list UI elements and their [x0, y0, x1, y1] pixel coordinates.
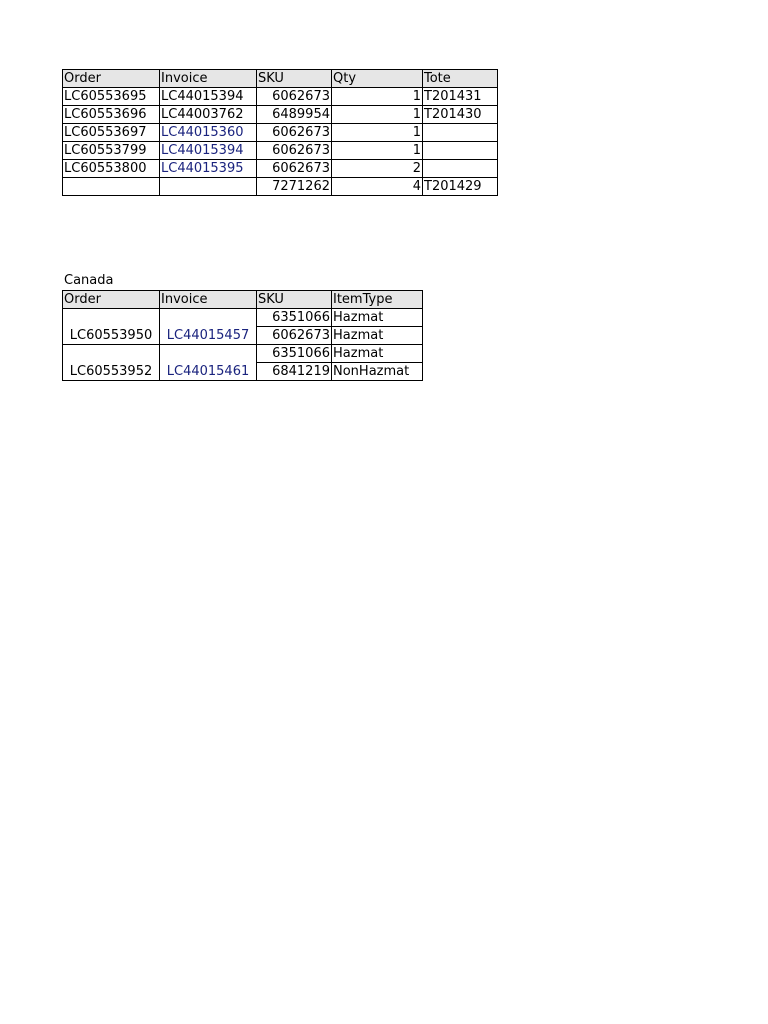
invoice-cell[interactable]	[160, 178, 257, 196]
header-item-type[interactable]: ItemType	[332, 291, 423, 309]
tote-cell[interactable]: T201430	[423, 106, 498, 124]
order-cell[interactable]: LC60553950	[63, 309, 160, 345]
header-order[interactable]: Order	[63, 291, 160, 309]
invoice-link[interactable]: LC44015394	[160, 142, 257, 160]
header-qty[interactable]: Qty	[332, 70, 423, 88]
table-row	[63, 106, 498, 124]
sku-cell[interactable]: 6062673	[257, 88, 332, 106]
sku-cell[interactable]: 6062673	[257, 142, 332, 160]
table-row	[63, 142, 498, 160]
table-row	[63, 345, 423, 363]
invoice-cell[interactable]: LC44003762	[160, 106, 257, 124]
sku-cell[interactable]: 7271262	[257, 178, 332, 196]
invoice-link[interactable]: LC44015395	[160, 160, 257, 178]
table-row	[63, 178, 498, 196]
header-sku[interactable]: SKU	[257, 291, 332, 309]
qty-cell[interactable]: 1	[332, 142, 423, 160]
item-type-cell[interactable]: Hazmat	[332, 327, 423, 345]
sku-cell[interactable]: 6841219	[257, 363, 332, 381]
invoice-cell[interactable]: LC44015394	[160, 88, 257, 106]
order-cell[interactable]: LC60553697	[63, 124, 160, 142]
item-type-cell[interactable]: Hazmat	[332, 309, 423, 327]
sku-cell[interactable]: 6062673	[257, 160, 332, 178]
invoice-link[interactable]: LC44015461	[160, 345, 257, 381]
qty-cell[interactable]: 1	[332, 88, 423, 106]
header-sku[interactable]: SKU	[257, 70, 332, 88]
header-tote[interactable]: Tote	[423, 70, 498, 88]
table-header-row	[63, 70, 498, 88]
sku-cell[interactable]: 6351066	[257, 345, 332, 363]
header-order[interactable]: Order	[63, 70, 160, 88]
tote-cell[interactable]	[423, 160, 498, 178]
tote-cell[interactable]	[423, 142, 498, 160]
order-cell[interactable]: LC60553695	[63, 88, 160, 106]
qty-cell[interactable]: 4	[332, 178, 423, 196]
sku-cell[interactable]: 6489954	[257, 106, 332, 124]
orders-table	[62, 69, 498, 196]
table-row	[63, 160, 498, 178]
table-header-row	[63, 291, 423, 309]
qty-cell[interactable]: 1	[332, 124, 423, 142]
sku-cell[interactable]: 6062673	[257, 124, 332, 142]
order-cell[interactable]: LC60553696	[63, 106, 160, 124]
table-row	[63, 309, 423, 327]
qty-cell[interactable]: 1	[332, 106, 423, 124]
item-type-cell[interactable]: Hazmat	[332, 345, 423, 363]
table-row	[63, 124, 498, 142]
tote-cell[interactable]	[423, 124, 498, 142]
sku-cell[interactable]: 6351066	[257, 309, 332, 327]
tote-cell[interactable]: T201431	[423, 88, 498, 106]
order-cell[interactable]: LC60553952	[63, 345, 160, 381]
invoice-link[interactable]: LC44015360	[160, 124, 257, 142]
item-type-cell[interactable]: NonHazmat	[332, 363, 423, 381]
order-cell[interactable]	[63, 178, 160, 196]
sku-cell[interactable]: 6062673	[257, 327, 332, 345]
header-invoice[interactable]: Invoice	[160, 291, 257, 309]
canada-table	[62, 290, 423, 381]
header-invoice[interactable]: Invoice	[160, 70, 257, 88]
tote-cell[interactable]: T201429	[423, 178, 498, 196]
order-cell[interactable]: LC60553800	[63, 160, 160, 178]
canada-caption: Canada	[64, 273, 114, 288]
qty-cell[interactable]: 2	[332, 160, 423, 178]
invoice-link[interactable]: LC44015457	[160, 309, 257, 345]
order-cell[interactable]: LC60553799	[63, 142, 160, 160]
table-row	[63, 88, 498, 106]
